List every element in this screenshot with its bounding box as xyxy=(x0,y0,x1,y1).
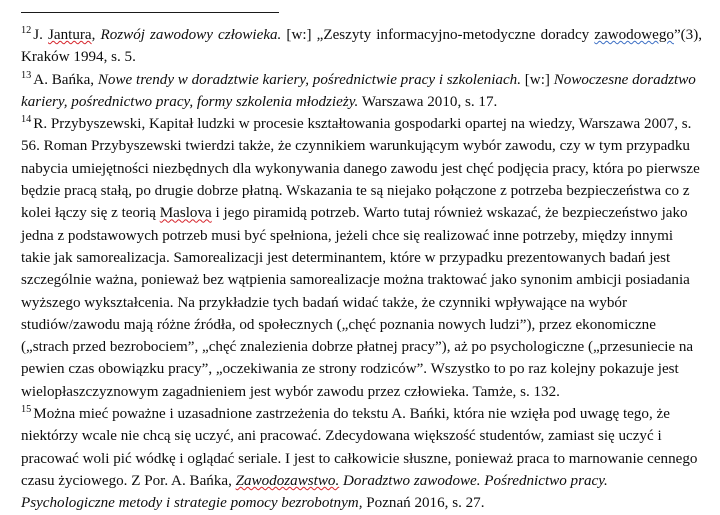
footnotes-container xyxy=(21,24,702,515)
footnote-15 xyxy=(21,403,702,514)
footnote-number-14: 14 xyxy=(21,114,32,126)
footnote-14-spelling-error: Maslova xyxy=(159,205,212,222)
footnote-separator-rule xyxy=(21,12,279,13)
footnote-13-seg-4: Warszawa 2010, s. 17. xyxy=(358,93,498,110)
footnote-13-seg-2: [w:] xyxy=(521,71,554,88)
footnote-14 xyxy=(21,113,702,403)
footnote-number-15: 15 xyxy=(21,404,32,416)
footnote-13-title-italic: Nowe trendy w doradztwie kariery, pośrednictwie pracy i szkoleniach. xyxy=(97,71,521,88)
footnote-number-12: 12 xyxy=(21,24,32,36)
footnote-12 xyxy=(21,24,702,69)
footnote-12-seg-6: ”(3), Kraków 1994, s. 5. xyxy=(21,27,703,66)
footnote-12-grammar-error: zawodowego xyxy=(594,27,674,43)
footnote-15-spelling-error: Zawodozawstwo. xyxy=(235,472,340,489)
footnote-12-seg-2: , xyxy=(91,27,101,43)
footnote-13-source-italic: Nowoczesne doradztwo kariery, pośrednictwo pracy, formy szkolenia młodzieży. xyxy=(21,71,696,110)
footnote-12-title-italic: Rozwój zawodowy człowieka. xyxy=(100,27,282,43)
footnote-13-seg-0: A. Bańka, xyxy=(33,71,98,88)
footnote-12-spelling-error: Jantura xyxy=(48,27,92,43)
footnote-14-seg-2: i jego piramidą potrzeb. Warto tutaj również wskazać, że bezpieczeństwo jako jedna z podstawowych potrzeb musi być spełniona, jeżeli chce się realizować inne potrzeby, między innymi takie jak samorealizacja. Samorealizacji jest determinantem, które w przypadku prezentowanych badań jest szczególnie ważna, ponieważ bez wątpienia samorealizacje można traktować jako synonim ambicji posiadania wyższego wykształcenia. Na przykładzie tych badań widać także, że czynniki wpływające na wybór studiów/zawodu mają różne źródła, od społecznych („chęć poznania nowych ludzi”), przez ekonomiczne („strach przed bezrobociem”, „chęć znalezienia dobrze płatnej pracy”), aż po psychologiczne („przesuniecie na pewien czas obowiązku pracy”, „oczekiwania ze strony rodziców”. Wszystko to po raz kolejny pokazuje jest wielopłaszczyznowym zagadnieniem jest wybór zawodu przez człowieka. Tamże, s. 132. xyxy=(21,205,694,400)
footnote-13 xyxy=(21,69,702,114)
footnote-12-seg-0: J. xyxy=(33,27,49,43)
footnote-14-seg-0: R. Przybyszewski, Kapitał ludzki w procesie kształtowania gospodarki opartej na wiedzy, Warszawa 2007, s. 56. Roman Przybyszewski twierdzi także, że czynnikiem warunkującym wybór zawodu, czy w tym przypadku nabycia umiejętności niezbędnych dla wykonywania danego zawodu jest chęć podjęcia pracy, która po pierwsze będzie pracą stałą, po drugie dobrze płatną. Wskazania te są niejako połączone z potrzeba bezpieczeństwa co z kolei łączy się z teorią xyxy=(21,116,700,222)
footnote-number-13: 13 xyxy=(21,69,32,81)
footnote-15-seg-3: Poznań 2016, s. 27. xyxy=(362,495,485,512)
footnote-15-seg-0: Można mieć poważne i uzasadnione zastrzeżenia do tekstu A. Bańki, która nie wzięła pod uwagę tego, że niektórzy wcale nie chcą się uczyć, ani pracować. Zdecydowana większość studentów, zamiast się uczyć i pracować woli pić wódkę i oglądać seriale. I jest to całkowicie słuszne, ponieważ praca to marnowanie cennego czasu życiowego. Z Por. A. Bańka, xyxy=(21,406,698,489)
footnote-12-seg-4: [w:] „Zeszyty informacyjno-metodyczne doradcy xyxy=(281,27,595,43)
footnote-15-title-italic: Doradztwo zawodowe. Pośrednictwo pracy. Psychologiczne metody i strategie pomocy bezrobotnym, xyxy=(21,472,608,512)
